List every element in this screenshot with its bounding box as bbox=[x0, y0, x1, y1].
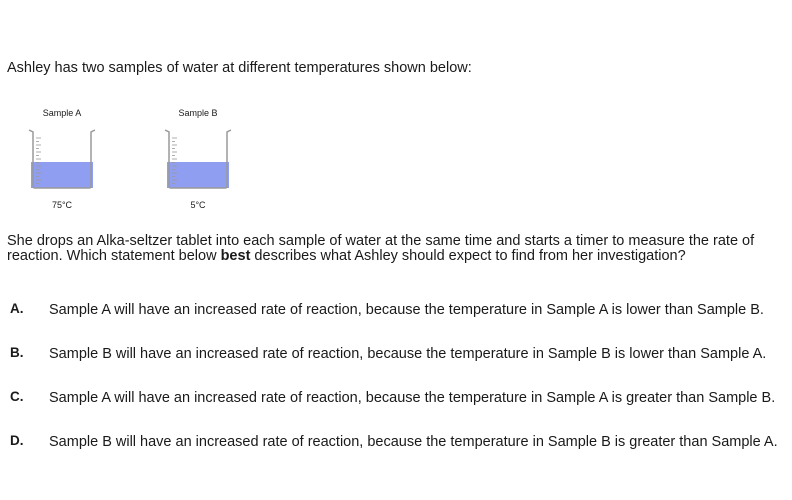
sample-a-temperature: 75°C bbox=[51, 200, 73, 210]
sample-a bbox=[17, 108, 107, 210]
option-d-text: Sample B will have an increased rate of reaction, because the temperature in Sample B is greater than Sample A. bbox=[49, 434, 778, 450]
question-part-2: describes what Ashley should expect to find from her investigation? bbox=[250, 248, 686, 264]
option-c-text: Sample A will have an increased rate of reaction, because the temperature in Sample A is greater than Sample B. bbox=[49, 390, 776, 406]
option-a-letter: A. bbox=[10, 301, 24, 316]
option-d-letter: D. bbox=[10, 433, 24, 448]
question-emphasis: best bbox=[220, 248, 251, 264]
intro-text: Ashley has two samples of water at different temperatures shown below: bbox=[7, 60, 472, 76]
option-a-text: Sample A will have an increased rate of reaction, because the temperature in Sample A is lower than Sample B. bbox=[49, 302, 764, 318]
question-part-1: She drops an Alka-seltzer tablet into each sample of water at the same time and starts a timer to measure the rate of reaction. Which statement below bbox=[7, 233, 755, 264]
option-c-letter: C. bbox=[10, 389, 24, 404]
sample-a-label: Sample A bbox=[42, 108, 82, 118]
beaker-a-icon bbox=[27, 128, 97, 190]
sample-b bbox=[153, 108, 243, 210]
option-b-letter: B. bbox=[10, 345, 24, 360]
sample-b-temperature: 5°C bbox=[190, 200, 206, 210]
question-text bbox=[7, 234, 777, 264]
option-b-text: Sample B will have an increased rate of reaction, because the temperature in Sample B is lower than Sample A. bbox=[49, 346, 767, 362]
sample-b-label: Sample B bbox=[178, 108, 218, 118]
beaker-b-icon bbox=[163, 128, 233, 190]
